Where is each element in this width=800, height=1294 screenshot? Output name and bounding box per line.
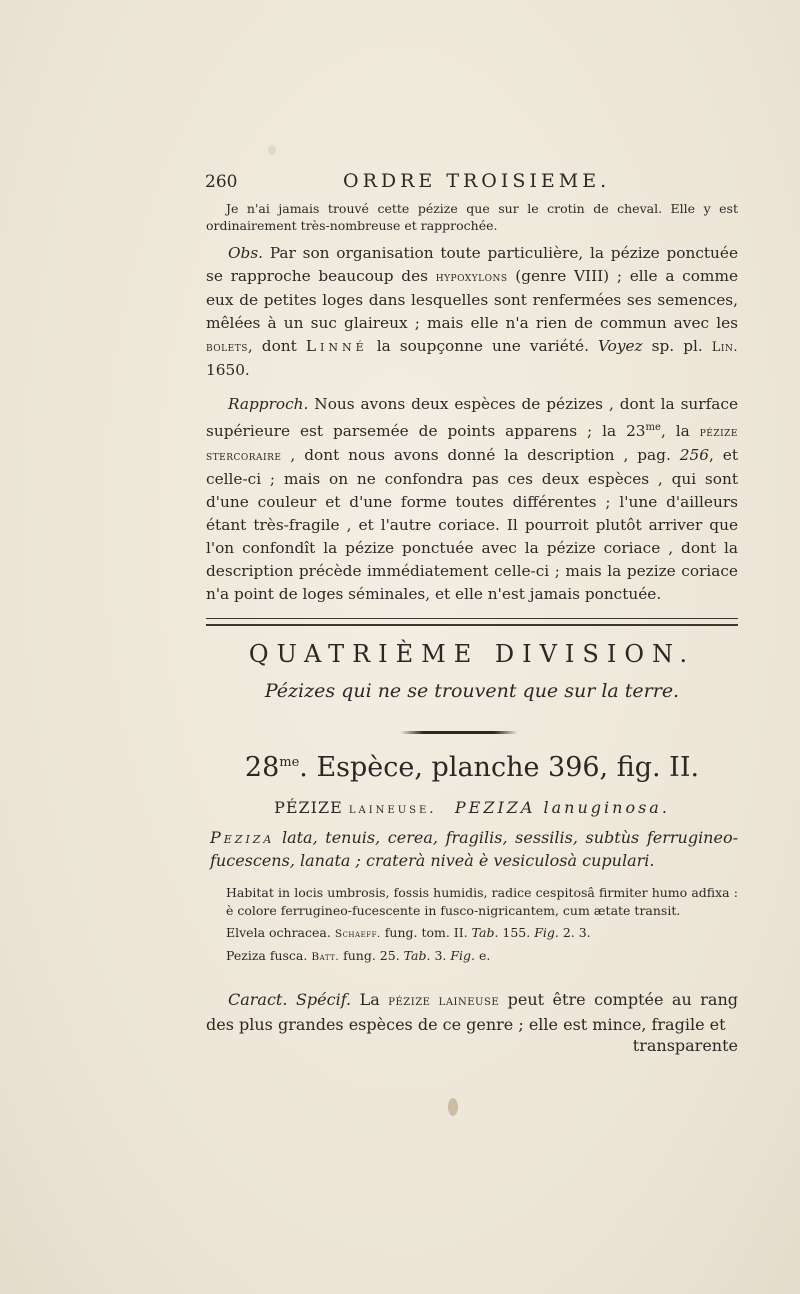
obs-text-4: la soupçonne une variété. bbox=[367, 337, 598, 355]
rapproch-paragraph bbox=[206, 393, 738, 606]
rapproch-label: Rapproch. bbox=[228, 395, 309, 413]
page-number: 260 bbox=[205, 172, 238, 192]
rapproch-sup: me bbox=[645, 422, 661, 433]
caract-label: Caract. Spécif. bbox=[228, 990, 352, 1009]
obs-paragraph bbox=[206, 242, 738, 382]
species-number-sup: me bbox=[279, 755, 300, 770]
section-divider-rule bbox=[206, 618, 738, 626]
note-text: Je n'ai jamais trouvé cette pézize que sur le crotin de cheval. Elle y est ordinairement très-nombreuse et rapprochée. bbox=[206, 201, 738, 233]
ref1-a: Elvela ochracea. bbox=[226, 925, 335, 940]
ref1-author: Schaeff. bbox=[334, 927, 381, 940]
footnote bbox=[206, 200, 738, 234]
reference-schaeffer bbox=[206, 924, 738, 943]
ref1-d: 2. 3. bbox=[558, 925, 591, 940]
caract-text-1: La bbox=[351, 990, 389, 1009]
latin-text: lata, tenuis, cerea, fragilis, sessilis, subtùs ferrugineo-fucescens, lanata ; craterà niveà è vesiculosà cupulari. bbox=[210, 828, 738, 870]
rapproch-pezize-stercoraire: pézize stercoraire bbox=[206, 425, 738, 465]
caract-name: pézize laineuse bbox=[388, 993, 500, 1009]
species-name bbox=[206, 798, 738, 817]
latin-description bbox=[210, 826, 738, 872]
rapproch-text-3: , dont nous avons donné la description , pag. bbox=[281, 446, 680, 465]
obs-text-6: 1650. bbox=[206, 361, 250, 379]
ref2-c: 3. bbox=[430, 948, 451, 963]
obs-label: Obs. bbox=[228, 244, 264, 262]
page-header bbox=[205, 170, 625, 192]
latin-peziza: Peziza bbox=[210, 828, 275, 847]
obs-bolets: bolets bbox=[206, 340, 248, 355]
species-name-latin: PEZIZA lanuginosa. bbox=[454, 798, 670, 817]
ref2-author: Batt. bbox=[311, 950, 340, 963]
ref1-fig: Fig. bbox=[534, 925, 559, 940]
species-name-fr-epithet: laineuse. bbox=[348, 801, 437, 817]
obs-linne: Linné bbox=[305, 337, 368, 355]
reference-batsch bbox=[206, 947, 738, 966]
catchword: transparente bbox=[632, 1036, 738, 1055]
obs-voyez: Voyez bbox=[597, 337, 643, 355]
species-name-fr: PÉZIZE bbox=[274, 798, 343, 817]
ref1-c: 155. bbox=[498, 925, 535, 940]
short-rule bbox=[400, 731, 518, 734]
ref2-b: fung. 25. bbox=[339, 948, 404, 963]
habitat-block bbox=[206, 884, 738, 966]
caract-text-2: peut être comptée au rang des plus grandes espèces de ce genre ; elle est mince, fragile et bbox=[206, 990, 738, 1034]
ref2-a: Peziza fusca. bbox=[226, 948, 312, 963]
rapproch-text-1: Nous avons deux espèces de pézizes , dont la surface supérieure est parsemée de points apparens ; la 23 bbox=[206, 395, 738, 441]
running-head: ORDRE TROISIEME. bbox=[343, 170, 611, 192]
ref2-fig: Fig. bbox=[450, 948, 475, 963]
division-title: QUATRIÈME DIVISION. bbox=[248, 640, 696, 668]
rapproch-text-4: , et celle-ci ; mais on ne confondra pas ces deux espèces , qui sont d'une couleur et d'une forme toutes différentes ; l'une d'ailleurs étant très-fragile , et l'autre coriace. Il pourroit plutôt arriver que l'on confondît la pézize ponctuée avec la pézize coriace , dont la description précède immédiatement celle-ci ; mais la pezize coriace n'a point de loges séminales, et elle n'est jamais ponctuée. bbox=[206, 446, 738, 604]
caract-paragraph bbox=[206, 988, 738, 1036]
obs-hypoxylons: hypoxylons bbox=[435, 270, 508, 285]
species-number: 28 bbox=[244, 752, 280, 783]
ref1-tab: Tab. bbox=[471, 925, 499, 940]
obs-lin: Lin. bbox=[711, 340, 738, 355]
stain bbox=[448, 1098, 458, 1116]
obs-text-5: sp. pl. bbox=[642, 337, 712, 355]
rapproch-page-ref: 256 bbox=[679, 446, 709, 465]
ref1-b: fung. tom. II. bbox=[380, 925, 472, 940]
habitat-text: Habitat in locis umbrosis, fossis humidis, radice cespitosâ firmiter humo adfixa : è colore ferrugineo-fucescente in fusco-nigricantem, cum ætate transit. bbox=[226, 885, 738, 918]
stain bbox=[268, 145, 276, 155]
ref2-d: e. bbox=[475, 948, 491, 963]
division-subtitle: Pézizes qui ne se trouvent que sur la terre. bbox=[264, 680, 680, 702]
obs-text-3: , dont bbox=[247, 337, 306, 355]
obs-text-2: (genre VIII) ; elle a comme eux de petites loges dans lesquelles sont renfermées ses semences, mêlées à un suc glaireux ; mais elle n'a rien de commun avec les bbox=[206, 267, 738, 332]
ref2-tab: Tab. bbox=[403, 948, 431, 963]
obs-text-1: Par son organisation toute particulière, la pézize ponctuée se rapproche beaucoup des bbox=[206, 244, 738, 285]
species-title-rest: . Espèce, planche 396, fig. II. bbox=[299, 752, 700, 783]
species-title bbox=[206, 752, 738, 783]
rapproch-text-2: , la bbox=[660, 422, 700, 441]
